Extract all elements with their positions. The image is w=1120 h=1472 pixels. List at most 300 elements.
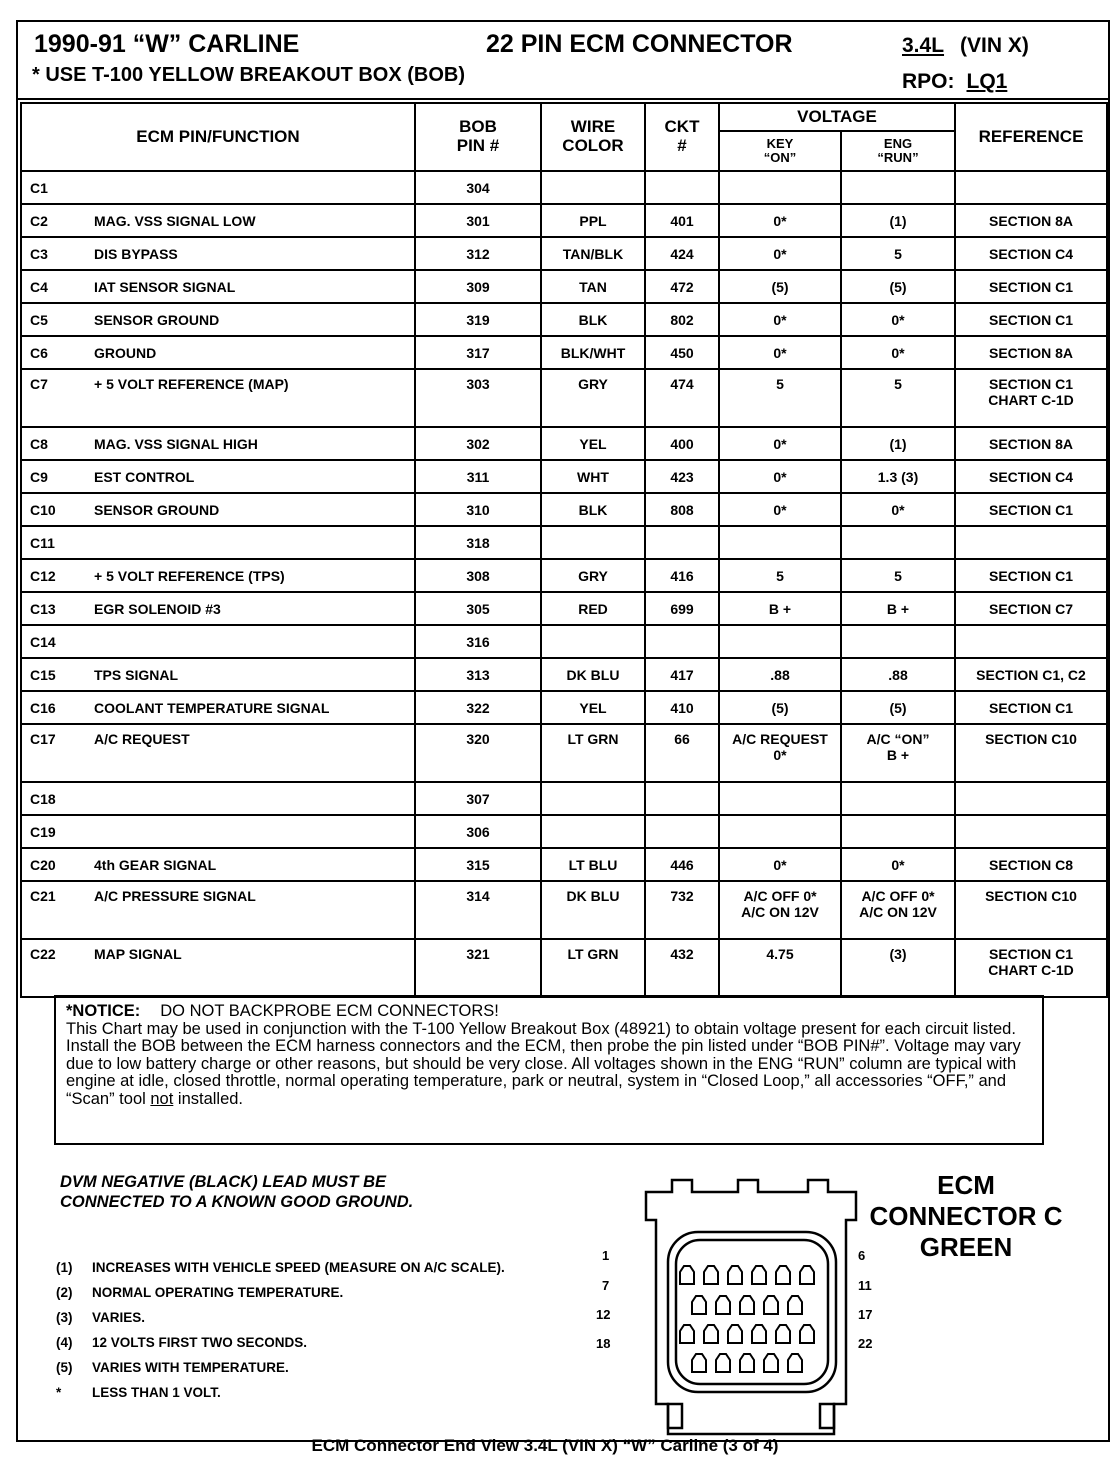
cell-key: 0*: [719, 427, 841, 460]
notice-body-text: This Chart may be used in conjunction with the T-100 Yellow Breakout Box (48921) to obtain voltage present for each circuit listed. Install the BOB between the ECM harness connectors and the ECM, then probe the pin listed under “BOB PIN#”. Voltage may vary due to low battery charge or other reasons, but should be very close. All voltages shown in the ENG “RUN” column are typical with engine at idle, closed throttle, normal operating temperature, park or neutral, system in “Closed Loop,” all accessories “OFF,” and “Scan” tool: [66, 1019, 1021, 1108]
pin-label-6: 6: [858, 1248, 866, 1263]
connector-title: 22 PIN ECM CONNECTOR: [486, 30, 793, 58]
table-row: [21, 881, 1107, 939]
pin-label-7: 7: [602, 1278, 610, 1293]
dvm-warning: [60, 1172, 413, 1212]
pin-id: C1: [30, 179, 48, 196]
cell-key: 5: [719, 559, 841, 592]
table-row: [21, 815, 1107, 848]
cell-bob: 311: [415, 460, 541, 493]
pin-cavity: [740, 1354, 754, 1372]
footnote: [56, 1310, 505, 1335]
cell-bob: 302: [415, 427, 541, 460]
cell-ref: SECTION C8: [955, 848, 1107, 881]
connector-housing: [646, 1180, 856, 1434]
cell-ckt: 474: [645, 369, 719, 427]
pin-function: GROUND: [94, 344, 157, 361]
header-eng-run: ENG “RUN”: [841, 131, 955, 171]
cell-wire: [541, 815, 645, 848]
cell-bob: 312: [415, 237, 541, 270]
cell-ref: SECTION C10: [955, 724, 1107, 782]
cell-ref: SECTION C4: [955, 460, 1107, 493]
pin-cavity: [680, 1325, 694, 1343]
cell-pin-function: [21, 493, 415, 526]
table-row: [21, 625, 1107, 658]
cell-ref: [955, 526, 1107, 559]
cell-ref: [955, 815, 1107, 848]
pin-cavity: [716, 1354, 730, 1372]
cell-ref: SECTION C1: [955, 493, 1107, 526]
cell-run: (3): [841, 939, 955, 997]
subtitle: * USE T-100 YELLOW BREAKOUT BOX (BOB): [32, 64, 466, 86]
connector-tab-left: [668, 1404, 682, 1428]
connector-label: [866, 1170, 1066, 1263]
footnote-text: INCREASES WITH VEHICLE SPEED (MEASURE ON A/C SCALE).: [92, 1260, 505, 1275]
pin-cavity: [800, 1266, 814, 1284]
pin-function: EST CONTROL: [94, 468, 195, 485]
cell-run: [841, 782, 955, 815]
cell-key: 0*: [719, 237, 841, 270]
pin-function: MAG. VSS SIGNAL LOW: [94, 212, 256, 229]
cell-ckt: [645, 782, 719, 815]
cell-wire: [541, 782, 645, 815]
connector-face-inner: [676, 1240, 828, 1384]
cell-ckt: [645, 815, 719, 848]
pin-cavity: [728, 1266, 742, 1284]
pin-cavity: [704, 1266, 718, 1284]
footnote: [56, 1285, 505, 1310]
cell-ckt: 400: [645, 427, 719, 460]
cell-ref: SECTION 8A: [955, 336, 1107, 369]
cell-key: 0*: [719, 336, 841, 369]
cell-wire: LT BLU: [541, 848, 645, 881]
cell-wire: RED: [541, 592, 645, 625]
header-key-on: KEY “ON”: [719, 131, 841, 171]
table-row: [21, 303, 1107, 336]
cell-pin-function: [21, 815, 415, 848]
header-ckt: CKT #: [645, 103, 719, 171]
pin-id: C9: [30, 468, 48, 485]
table-row: [21, 939, 1107, 997]
cell-ckt: 66: [645, 724, 719, 782]
cell-key: 5: [719, 369, 841, 427]
cell-key: 0*: [719, 460, 841, 493]
cell-bob: 320: [415, 724, 541, 782]
pin-function: EGR SOLENOID #3: [94, 600, 221, 617]
cell-bob: 310: [415, 493, 541, 526]
header-wire-color: WIRE COLOR: [541, 103, 645, 171]
cell-bob: 316: [415, 625, 541, 658]
pin-id: C10: [30, 501, 56, 518]
cell-pin-function: [21, 427, 415, 460]
pin-label-1: 1: [602, 1248, 610, 1263]
footnote: [56, 1360, 505, 1385]
pin-function: [94, 791, 414, 807]
footnote-key: (1): [56, 1260, 73, 1275]
cell-wire: YEL: [541, 691, 645, 724]
table-row: [21, 493, 1107, 526]
pin-cavity: [764, 1296, 778, 1314]
vin-code: (VIN X): [960, 34, 1029, 57]
pin-id: C4: [30, 278, 48, 295]
rpo-info: [902, 70, 1007, 94]
cell-wire: PPL: [541, 204, 645, 237]
cell-wire: GRY: [541, 559, 645, 592]
pin-label-22: 22: [858, 1336, 873, 1351]
pin-id: C17: [30, 731, 56, 747]
cell-run: 0*: [841, 493, 955, 526]
pin-function: 4th GEAR SIGNAL: [94, 856, 217, 873]
cell-pin-function: [21, 237, 415, 270]
pin-function: [94, 634, 414, 650]
pin-cavity: [728, 1325, 742, 1343]
header-reference: REFERENCE: [955, 103, 1107, 171]
table-row: [21, 369, 1107, 427]
footnotes: [56, 1260, 505, 1410]
cell-ref: SECTION 8A: [955, 427, 1107, 460]
cell-wire: TAN: [541, 270, 645, 303]
notice-body-end: installed.: [173, 1089, 244, 1108]
dvm-warning-line2: CONNECTED TO A KNOWN GOOD GROUND.: [60, 1193, 414, 1211]
table-row: [21, 848, 1107, 881]
cell-bob: 309: [415, 270, 541, 303]
cell-ckt: 802: [645, 303, 719, 336]
table-row: [21, 658, 1107, 691]
cell-wire: [541, 526, 645, 559]
pin-function: A/C PRESSURE SIGNAL: [94, 888, 256, 904]
table-row: [21, 526, 1107, 559]
pin-cavity: [776, 1266, 790, 1284]
pin-id: C7: [30, 376, 48, 392]
cell-ckt: [645, 526, 719, 559]
pin-cavity: [716, 1296, 730, 1314]
footnote: [56, 1385, 505, 1410]
cell-key: [719, 782, 841, 815]
pin-cavity: [692, 1296, 706, 1314]
pin-id: C14: [30, 633, 56, 650]
pin-id: C12: [30, 567, 56, 584]
cell-ckt: 423: [645, 460, 719, 493]
cell-key: [719, 625, 841, 658]
cell-wire: LT GRN: [541, 724, 645, 782]
pin-label-17: 17: [858, 1307, 873, 1322]
cell-ref: SECTION C4: [955, 237, 1107, 270]
notice-label: *NOTICE:: [66, 1002, 141, 1020]
cell-run: 5: [841, 369, 955, 427]
pin-function: MAG. VSS SIGNAL HIGH: [94, 435, 258, 452]
cell-ckt: 410: [645, 691, 719, 724]
cell-run: 5: [841, 237, 955, 270]
cell-run: A/C “ON” B +: [841, 724, 955, 782]
cell-pin-function: [21, 559, 415, 592]
cell-key: (5): [719, 691, 841, 724]
cell-bob: 304: [415, 171, 541, 204]
cell-pin-function: [21, 658, 415, 691]
pin-cavity: [788, 1296, 802, 1314]
cell-run: (1): [841, 204, 955, 237]
cell-pin-function: [21, 204, 415, 237]
pin-id: C13: [30, 600, 56, 617]
table-row: [21, 427, 1107, 460]
cell-ckt: 699: [645, 592, 719, 625]
pin-id: C18: [30, 790, 56, 807]
pin-function: SENSOR GROUND: [94, 311, 220, 328]
cell-key: [719, 815, 841, 848]
cell-key: .88: [719, 658, 841, 691]
pin-id: C5: [30, 311, 48, 328]
cell-ckt: [645, 625, 719, 658]
cell-pin-function: [21, 369, 415, 427]
pin-function: + 5 VOLT REFERENCE (TPS): [94, 567, 285, 584]
cell-pin-function: [21, 724, 415, 782]
cell-key: 0*: [719, 204, 841, 237]
cell-ref: SECTION C1 CHART C-1D: [955, 369, 1107, 427]
caption: ECM Connector End View 3.4L (VIN X) “W” Carline (3 of 4): [311, 1436, 779, 1455]
footnote-text: VARIES.: [92, 1310, 146, 1325]
cell-key: 4.75: [719, 939, 841, 997]
cell-ckt: 401: [645, 204, 719, 237]
table-row: [21, 171, 1107, 204]
cell-run: (1): [841, 427, 955, 460]
table-row: [21, 559, 1107, 592]
pin-id: C2: [30, 212, 48, 229]
table-row: [21, 237, 1107, 270]
notice-box: [54, 995, 1044, 1145]
pin-function: DIS BYPASS: [94, 245, 178, 262]
cell-run: (5): [841, 691, 955, 724]
pin-cavity: [800, 1325, 814, 1343]
cell-key: 0*: [719, 303, 841, 336]
cell-ref: SECTION C1: [955, 270, 1107, 303]
cell-ref: SECTION C7: [955, 592, 1107, 625]
header-voltage: VOLTAGE: [719, 103, 955, 131]
pin-id: C8: [30, 435, 48, 452]
header-function: ECM PIN/FUNCTION: [21, 103, 415, 171]
dvm-warning-line1: DVM NEGATIVE (BLACK) LEAD MUST BE: [60, 1173, 387, 1191]
pin-cavity: [740, 1296, 754, 1314]
cell-ref: SECTION C10: [955, 881, 1107, 939]
cell-ref: SECTION C1: [955, 691, 1107, 724]
cell-ckt: [645, 171, 719, 204]
cell-ref: [955, 171, 1107, 204]
cell-ckt: 472: [645, 270, 719, 303]
cell-key: [719, 171, 841, 204]
cell-pin-function: [21, 270, 415, 303]
cell-pin-function: [21, 939, 415, 997]
cell-bob: 308: [415, 559, 541, 592]
pin-cavity: [776, 1325, 790, 1343]
cell-run: [841, 171, 955, 204]
footnote-text: NORMAL OPERATING TEMPERATURE.: [92, 1285, 344, 1300]
footnote: [56, 1335, 505, 1360]
table-row: [21, 460, 1107, 493]
cell-pin-function: [21, 881, 415, 939]
cell-wire: BLK: [541, 493, 645, 526]
cell-bob: 313: [415, 658, 541, 691]
cell-ckt: 808: [645, 493, 719, 526]
cell-wire: [541, 171, 645, 204]
footnote-key: (5): [56, 1360, 73, 1375]
cell-bob: 314: [415, 881, 541, 939]
pin-id: C21: [30, 888, 56, 904]
cell-key: 0*: [719, 493, 841, 526]
cell-run: (5): [841, 270, 955, 303]
table-row: [21, 724, 1107, 782]
header-divider: [18, 98, 1108, 100]
cell-run: [841, 526, 955, 559]
cell-pin-function: [21, 526, 415, 559]
cell-ref: SECTION C1: [955, 559, 1107, 592]
cell-ckt: 424: [645, 237, 719, 270]
table-row: [21, 592, 1107, 625]
cell-run: [841, 625, 955, 658]
cell-ckt: 450: [645, 336, 719, 369]
pin-function: + 5 VOLT REFERENCE (MAP): [94, 376, 289, 392]
cell-wire: GRY: [541, 369, 645, 427]
cell-bob: 322: [415, 691, 541, 724]
cell-ref: SECTION C1: [955, 303, 1107, 336]
cell-wire: LT GRN: [541, 939, 645, 997]
pin-function: COOLANT TEMPERATURE SIGNAL: [94, 699, 330, 716]
footnote-key: *: [56, 1385, 62, 1400]
cell-bob: 307: [415, 782, 541, 815]
cell-pin-function: [21, 848, 415, 881]
footnote-key: (4): [56, 1335, 73, 1350]
cell-pin-function: [21, 303, 415, 336]
pin-id: C3: [30, 245, 48, 262]
cell-run: 5: [841, 559, 955, 592]
notice-body-underlined: not: [150, 1089, 174, 1108]
cell-bob: 317: [415, 336, 541, 369]
pin-cavity: [680, 1266, 694, 1284]
pin-function: [94, 824, 414, 840]
notice-warning: DO NOT BACKPROBE ECM CONNECTORS!: [160, 1002, 499, 1020]
pin-id: C19: [30, 823, 56, 840]
cell-bob: 303: [415, 369, 541, 427]
cell-run: 1.3 (3): [841, 460, 955, 493]
notice-heading: [66, 1003, 1032, 1021]
cell-pin-function: [21, 691, 415, 724]
cell-key: A/C REQUEST 0*: [719, 724, 841, 782]
cell-pin-function: [21, 171, 415, 204]
pin-function: [94, 535, 414, 551]
cell-wire: BLK/WHT: [541, 336, 645, 369]
header-bob-pin: BOB PIN #: [415, 103, 541, 171]
pin-label-11: 11: [858, 1278, 872, 1293]
cell-bob: 318: [415, 526, 541, 559]
cell-pin-function: [21, 336, 415, 369]
cell-key: A/C OFF 0* A/C ON 12V: [719, 881, 841, 939]
footnote-key: (3): [56, 1310, 73, 1325]
pin-id: C16: [30, 699, 56, 716]
pin-cavity: [704, 1325, 718, 1343]
cell-key: [719, 526, 841, 559]
footnote-key: (2): [56, 1285, 73, 1300]
cell-pin-function: [21, 592, 415, 625]
cell-key: (5): [719, 270, 841, 303]
engine-displacement: 3.4L: [902, 34, 945, 57]
connector-diagram: [638, 1172, 868, 1442]
footnote-text: VARIES WITH TEMPERATURE.: [92, 1360, 289, 1375]
table-row: [21, 782, 1107, 815]
cell-run: [841, 815, 955, 848]
cell-ref: [955, 625, 1107, 658]
cell-run: 0*: [841, 336, 955, 369]
rpo-label: RPO:: [902, 70, 955, 93]
cell-ckt: 446: [645, 848, 719, 881]
cell-wire: YEL: [541, 427, 645, 460]
cell-ref: SECTION 8A: [955, 204, 1107, 237]
cell-run: .88: [841, 658, 955, 691]
pin-table: [20, 102, 1108, 998]
footnote-text: LESS THAN 1 VOLT.: [92, 1385, 221, 1400]
pin-rows: [21, 171, 1107, 997]
cell-wire: DK BLU: [541, 658, 645, 691]
cell-pin-function: [21, 782, 415, 815]
connector-face: [668, 1232, 836, 1392]
pin-cavity: [788, 1354, 802, 1372]
pin-id: C22: [30, 946, 56, 962]
table-row: [21, 691, 1107, 724]
cell-run: A/C OFF 0* A/C ON 12V: [841, 881, 955, 939]
cell-ref: [955, 782, 1107, 815]
cell-ref: SECTION C1 CHART C-1D: [955, 939, 1107, 997]
cell-key: 0*: [719, 848, 841, 881]
table-row: [21, 204, 1107, 237]
pin-function: [94, 180, 414, 196]
rpo-value: LQ1: [966, 70, 1008, 93]
pin-id: C20: [30, 856, 56, 873]
pin-cavity: [752, 1325, 766, 1343]
notice-body: [66, 1021, 1032, 1109]
cell-run: 0*: [841, 303, 955, 336]
cell-ckt: 732: [645, 881, 719, 939]
pin-function: A/C REQUEST: [94, 731, 190, 747]
cell-ckt: 416: [645, 559, 719, 592]
pin-id: C15: [30, 666, 56, 683]
connector-label-line3: GREEN: [919, 1232, 1013, 1262]
cell-run: 0*: [841, 848, 955, 881]
pin-label-12: 12: [596, 1307, 611, 1322]
cell-pin-function: [21, 625, 415, 658]
pin-function: IAT SENSOR SIGNAL: [94, 278, 236, 295]
cell-bob: 321: [415, 939, 541, 997]
cell-ckt: 417: [645, 658, 719, 691]
table-row: [21, 336, 1107, 369]
pin-id: C6: [30, 344, 48, 361]
pin-cavities: [680, 1266, 814, 1372]
table-row: [21, 270, 1107, 303]
pin-cavity: [692, 1354, 706, 1372]
cell-ref: SECTION C1, C2: [955, 658, 1107, 691]
cell-key: B +: [719, 592, 841, 625]
connector-label-line1: ECM: [937, 1170, 995, 1200]
connector-tab-right: [820, 1404, 834, 1428]
cell-bob: 319: [415, 303, 541, 336]
pin-label-18: 18: [596, 1336, 611, 1351]
footnote-text: 12 VOLTS FIRST TWO SECONDS.: [92, 1335, 308, 1350]
cell-wire: DK BLU: [541, 881, 645, 939]
cell-wire: BLK: [541, 303, 645, 336]
engine-info: [902, 34, 1029, 58]
pin-id: C11: [30, 534, 55, 551]
connector-label-line2: CONNECTOR C: [869, 1201, 1063, 1231]
cell-bob: 315: [415, 848, 541, 881]
page-title: 1990-91 “W” CARLINE: [34, 30, 300, 58]
cell-wire: TAN/BLK: [541, 237, 645, 270]
cell-wire: WHT: [541, 460, 645, 493]
pin-function: TPS SIGNAL: [94, 666, 179, 683]
